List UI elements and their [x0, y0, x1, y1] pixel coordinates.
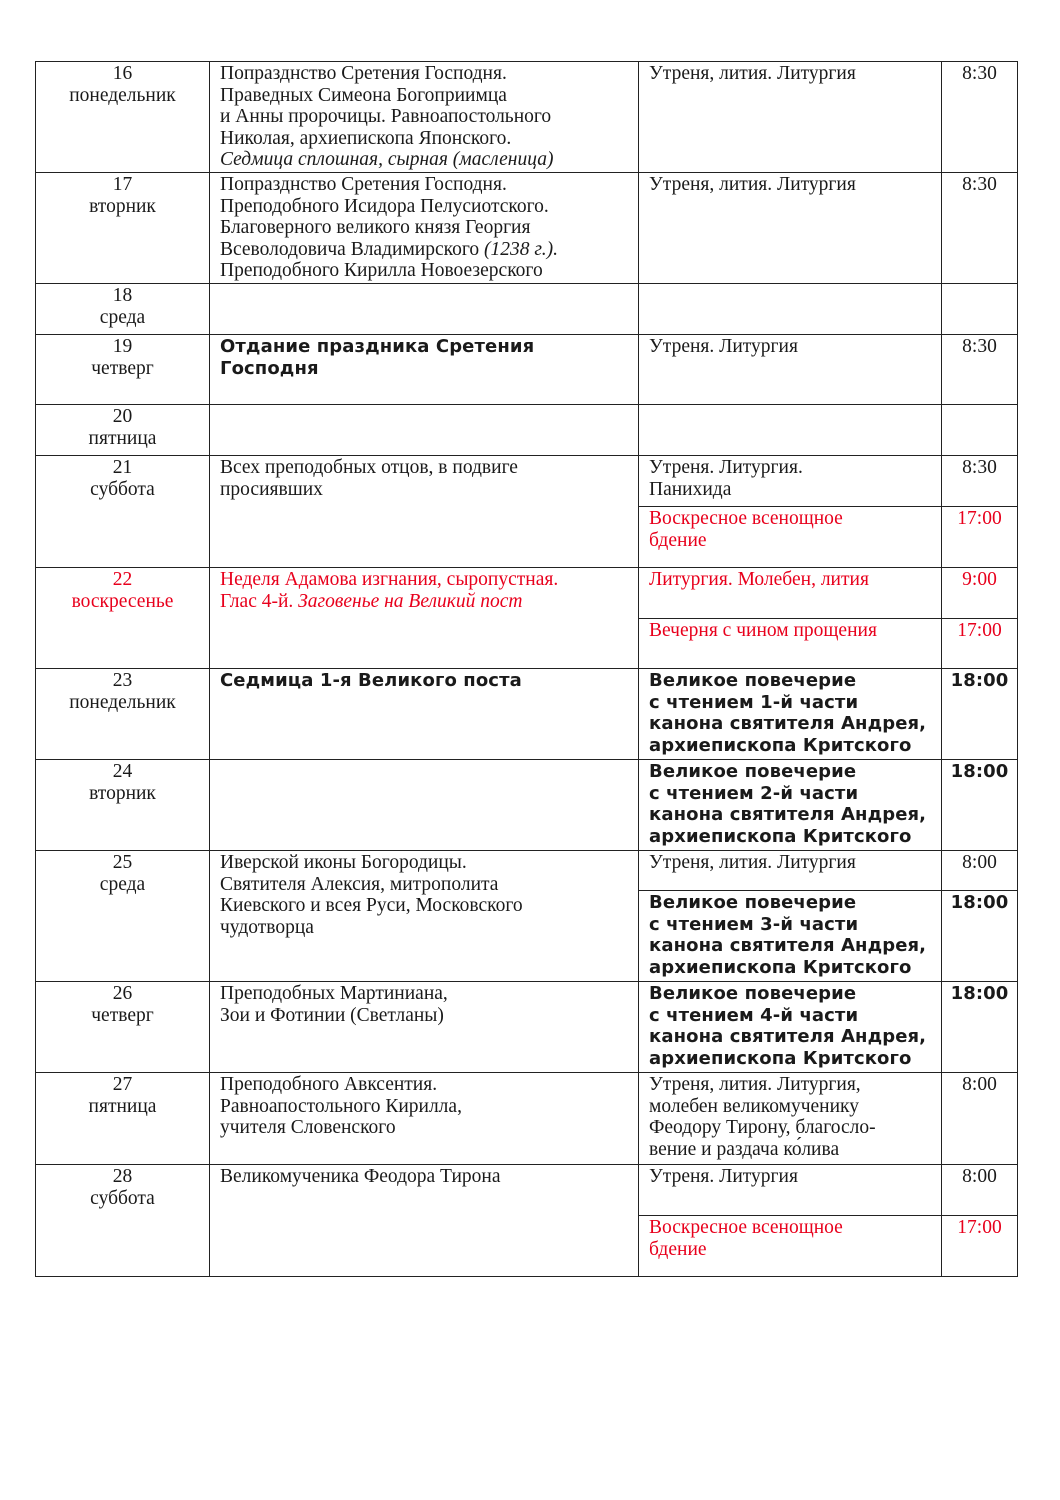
commemoration-line-text: просиявших: [220, 478, 323, 500]
service-line: архиепископа Критского: [649, 1047, 912, 1069]
day-cell: [36, 335, 210, 405]
weekday-label: вторник: [89, 195, 156, 217]
commemoration-line: [220, 670, 628, 692]
commemoration-line: [220, 260, 628, 282]
service-time-cell: [942, 619, 1018, 669]
commemoration-line-text: Благоверного великого князя Георгия: [220, 217, 531, 238]
commemoration-cell: [210, 405, 639, 456]
commemoration-line-text: и Анны пророчицы. Равноапостольного: [220, 106, 552, 127]
day-cell: [36, 1165, 210, 1277]
service-cell: [639, 62, 942, 173]
commemoration-cell: [210, 760, 639, 851]
date-number: 17: [112, 174, 133, 195]
schedule-row: [36, 851, 1018, 891]
commemoration-line: [220, 63, 628, 85]
day-cell: [36, 284, 210, 335]
commemoration-line-text: Седмица 1-я Великого поста: [220, 670, 522, 691]
service-cell: [639, 173, 942, 284]
commemoration-line-text: Седмица сплошная, сырная (масленица): [220, 149, 554, 170]
weekday-label: понедельник: [69, 691, 176, 713]
commemoration-line: [220, 1166, 628, 1188]
schedule-row: [36, 335, 1018, 405]
commemoration-line: [220, 1074, 628, 1096]
commemoration-cell: [210, 851, 639, 982]
service-line: Утреня, лития. Литургия: [649, 852, 856, 873]
service-time: 8:30: [962, 63, 997, 84]
commemoration-line-text: Праведных Симеона Богоприимца: [220, 84, 507, 106]
date-number: 28: [112, 1166, 133, 1187]
commemoration-line-text: Преподобного Авксентия.: [220, 1074, 438, 1095]
commemoration-cell: [210, 982, 639, 1073]
service-line: канона святителя Андрея,: [649, 935, 927, 956]
service-time: 8:00: [962, 852, 997, 873]
service-cell: [639, 982, 942, 1073]
commemoration-text: [210, 62, 638, 171]
commemoration-line-text: Господня: [220, 357, 319, 379]
commemoration-line: [220, 196, 628, 218]
commemoration-italic-note: Заговенье на Великий пост: [293, 590, 523, 612]
commemoration-line-text: Всеволодовича Владимирского: [220, 238, 480, 260]
date-number: 25: [112, 852, 133, 873]
service-time-cell: [942, 284, 1018, 335]
service-time-cell: [942, 851, 1018, 891]
service-time-cell: [942, 405, 1018, 456]
service-line: с чтением 1-й части: [649, 691, 859, 713]
service-cell: [639, 1165, 942, 1216]
date-number: 21: [112, 457, 133, 478]
weekday-label: понедельник: [69, 84, 176, 106]
commemoration-line: [220, 358, 628, 380]
schedule-row: [36, 669, 1018, 760]
day-cell: [36, 568, 210, 669]
service-line: архиепископа Критского: [649, 825, 912, 847]
service-time-cell: [942, 568, 1018, 619]
service-time-cell: [942, 456, 1018, 507]
service-cell: [639, 335, 942, 405]
service-time: 17:00: [957, 620, 1002, 641]
service-line: Утреня. Литургия.: [649, 457, 803, 478]
service-line: Великое повечерие: [649, 983, 857, 1004]
day-cell: [36, 62, 210, 173]
service-time: 8:30: [962, 174, 997, 195]
commemoration-line: [220, 336, 628, 358]
schedule-body: [36, 62, 1018, 1277]
service-cell: [639, 760, 942, 851]
service-line: Утреня. Литургия: [649, 336, 798, 357]
schedule-row: [36, 568, 1018, 619]
service-line: архиепископа Критского: [649, 956, 912, 978]
weekday-label: среда: [99, 306, 146, 328]
service-line: Великое повечерие: [649, 670, 857, 691]
weekday-label: четверг: [91, 357, 154, 379]
service-time: 8:00: [962, 1166, 997, 1187]
service-cell: [639, 1073, 942, 1165]
day-cell: [36, 173, 210, 284]
commemoration-line-text: учителя Словенского: [220, 1117, 396, 1138]
commemoration-text: [210, 760, 638, 761]
date-number: 19: [112, 336, 133, 357]
date-number: 16: [112, 63, 133, 84]
commemoration-line: [220, 1096, 628, 1118]
schedule-row: [36, 982, 1018, 1073]
schedule-row: [36, 173, 1018, 284]
commemoration-line-text: Преподобных Мартиниана,: [220, 983, 448, 1004]
service-time: 17:00: [957, 508, 1002, 529]
service-schedule-table: [35, 61, 1018, 1277]
service-time-cell: [942, 335, 1018, 405]
commemoration-line: [220, 128, 628, 150]
service-cell: [639, 284, 942, 335]
service-cell: [639, 851, 942, 891]
schedule-row: [36, 1073, 1018, 1165]
service-line: Воскресное всенощное: [649, 1217, 843, 1238]
service-time-cell: [942, 891, 1018, 982]
commemoration-line-text: Преподобного Кирилла Новоезерского: [220, 260, 543, 281]
date-number: 27: [112, 1074, 133, 1095]
commemoration-text: [210, 851, 638, 938]
date-number: 23: [112, 670, 133, 691]
service-line: Утреня, лития. Литургия: [649, 63, 856, 84]
commemoration-line-text: Зои и Фотинии (Светланы): [220, 1004, 444, 1026]
service-time-cell: [942, 760, 1018, 851]
day-cell: [36, 760, 210, 851]
service-cell: [639, 619, 942, 669]
service-cell: [639, 568, 942, 619]
service-time-cell: [942, 62, 1018, 173]
commemoration-line: [220, 852, 628, 874]
service-line: Феодору Тирону, благосло-: [649, 1117, 876, 1138]
weekday-label: четверг: [91, 1004, 154, 1026]
commemoration-line-text: Святителя Алексия, митрополита: [220, 873, 499, 895]
commemoration-cell: [210, 173, 639, 284]
commemoration-line-text: Глас 4-й.: [220, 590, 294, 612]
service-cell: [639, 405, 942, 456]
service-line: Утреня, лития. Литургия,: [649, 1074, 861, 1095]
commemoration-line: [220, 591, 628, 613]
commemoration-text: [210, 335, 638, 379]
commemoration-line-text: Великомученика Феодора Тирона: [220, 1166, 501, 1187]
commemoration-line: [220, 874, 628, 896]
service-line: бдение: [649, 529, 707, 551]
service-time: 18:00: [950, 670, 1009, 691]
service-line: Панихида: [649, 478, 732, 500]
day-cell: [36, 851, 210, 982]
service-time: 8:30: [962, 336, 997, 357]
weekday-label: среда: [99, 873, 146, 895]
service-cell: [639, 1216, 942, 1277]
commemoration-line: [220, 895, 628, 917]
weekday-label: суббота: [90, 1187, 155, 1209]
service-time-cell: [942, 173, 1018, 284]
service-line: канона святителя Андрея,: [649, 1026, 927, 1047]
service-line: канона святителя Андрея,: [649, 713, 927, 734]
day-cell: [36, 669, 210, 760]
service-time: 17:00: [957, 1217, 1002, 1238]
commemoration-cell: [210, 62, 639, 173]
service-time: 8:30: [962, 457, 997, 478]
service-time: [942, 405, 1017, 406]
service-cell: [639, 669, 942, 760]
service-line: Вечерня с чином прощения: [649, 620, 877, 641]
commemoration-line-text: Отдание праздника Сретения: [220, 336, 535, 357]
commemoration-line: [220, 479, 628, 501]
commemoration-line: [220, 239, 628, 261]
service-cell: [639, 456, 942, 507]
schedule-row: [36, 456, 1018, 507]
commemoration-cell: [210, 669, 639, 760]
schedule-row: [36, 284, 1018, 335]
commemoration-line: [220, 217, 628, 239]
commemoration-line: [220, 174, 628, 196]
commemoration-cell: [210, 456, 639, 568]
service-time-cell: [942, 507, 1018, 568]
commemoration-line: [220, 1005, 628, 1027]
weekday-label: суббота: [90, 478, 155, 500]
commemoration-line: [220, 983, 628, 1005]
commemoration-line: [220, 85, 628, 107]
service-line: бдение: [649, 1238, 707, 1260]
service-line: Великое повечерие: [649, 761, 857, 782]
service-time: 18:00: [950, 761, 1009, 782]
commemoration-text: [210, 568, 638, 612]
service-line: с чтением 3-й части: [649, 913, 859, 935]
commemoration-line: [220, 106, 628, 128]
service-time: 9:00: [962, 569, 997, 590]
service-line: Великое повечерие: [649, 892, 857, 913]
schedule-row: [36, 1165, 1018, 1216]
weekday-label: вторник: [89, 782, 156, 804]
service-line: молебен великомученику: [649, 1095, 859, 1117]
commemoration-text: [210, 456, 638, 500]
service-line: Утреня. Литургия: [649, 1166, 798, 1187]
service-time-cell: [942, 1165, 1018, 1216]
service-cell: [639, 507, 942, 568]
weekday-label: пятница: [88, 427, 157, 449]
day-cell: [36, 982, 210, 1073]
service-line: Воскресное всенощное: [649, 508, 843, 529]
service-time: [942, 284, 1017, 285]
commemoration-line-text: Киевского и всея Руси, Московского: [220, 895, 523, 916]
commemoration-line-text: Преподобного Исидора Пелусиотского.: [220, 195, 549, 217]
commemoration-line-text: Равноапостольного Кирилла,: [220, 1095, 462, 1117]
commemoration-cell: [210, 335, 639, 405]
service-line: с чтением 2-й части: [649, 782, 859, 804]
commemoration-text: [210, 173, 638, 282]
commemoration-line: [220, 149, 628, 171]
commemoration-line-text: Попразднство Сретения Господня.: [220, 63, 507, 84]
commemoration-cell: [210, 284, 639, 335]
day-cell: [36, 405, 210, 456]
commemoration-line-text: Николая, архиепископа Японского.: [220, 127, 512, 149]
schedule-row: [36, 405, 1018, 456]
schedule-row: [36, 760, 1018, 851]
commemoration-line-text: Всех преподобных отцов, в подвиге: [220, 457, 518, 478]
service-time: 18:00: [950, 892, 1009, 913]
date-number: 18: [112, 285, 133, 306]
service-line: вение и раздача ко́лива: [649, 1138, 840, 1160]
service-line: с чтением 4-й части: [649, 1004, 859, 1026]
commemoration-line-text: чудотворца: [220, 916, 314, 938]
commemoration-cell: [210, 1165, 639, 1277]
commemoration-line: [220, 569, 628, 591]
commemoration-cell: [210, 1073, 639, 1165]
commemoration-text: [210, 284, 638, 285]
service-cell: [639, 891, 942, 982]
date-number: 24: [112, 761, 133, 782]
commemoration-line-text: Попразднство Сретения Господня.: [220, 174, 507, 195]
commemoration-text: [210, 1073, 638, 1139]
commemoration-cell: [210, 568, 639, 669]
service-time: 8:00: [962, 1074, 997, 1095]
commemoration-line-text: Неделя Адамова изгнания, сыропустная.: [220, 569, 559, 590]
service-time-cell: [942, 982, 1018, 1073]
commemoration-line-text: Иверской иконы Богородицы.: [220, 852, 467, 873]
service-time-cell: [942, 1073, 1018, 1165]
commemoration-line: [220, 917, 628, 939]
commemoration-text: [210, 405, 638, 406]
weekday-label: пятница: [88, 1095, 157, 1117]
date-number: 26: [112, 983, 133, 1004]
service-line: архиепископа Критского: [649, 734, 912, 756]
service-line: Литургия. Молебен, лития: [649, 569, 869, 590]
commemoration-text: [210, 669, 638, 692]
day-cell: [36, 456, 210, 568]
commemoration-text: [210, 1165, 638, 1188]
service-line: Утреня, лития. Литургия: [649, 174, 856, 195]
weekday-label: воскресенье: [71, 590, 174, 612]
commemoration-line: [220, 1117, 628, 1139]
service-time: 18:00: [950, 983, 1009, 1004]
day-cell: [36, 1073, 210, 1165]
commemoration-text: [210, 982, 638, 1026]
commemoration-line: [220, 457, 628, 479]
service-line: канона святителя Андрея,: [649, 804, 927, 825]
date-number: 22: [112, 569, 133, 590]
service-time-cell: [942, 1216, 1018, 1277]
service-time-cell: [942, 669, 1018, 760]
commemoration-italic-note: (1238 г.).: [479, 238, 558, 260]
schedule-row: [36, 62, 1018, 173]
date-number: 20: [112, 406, 133, 427]
